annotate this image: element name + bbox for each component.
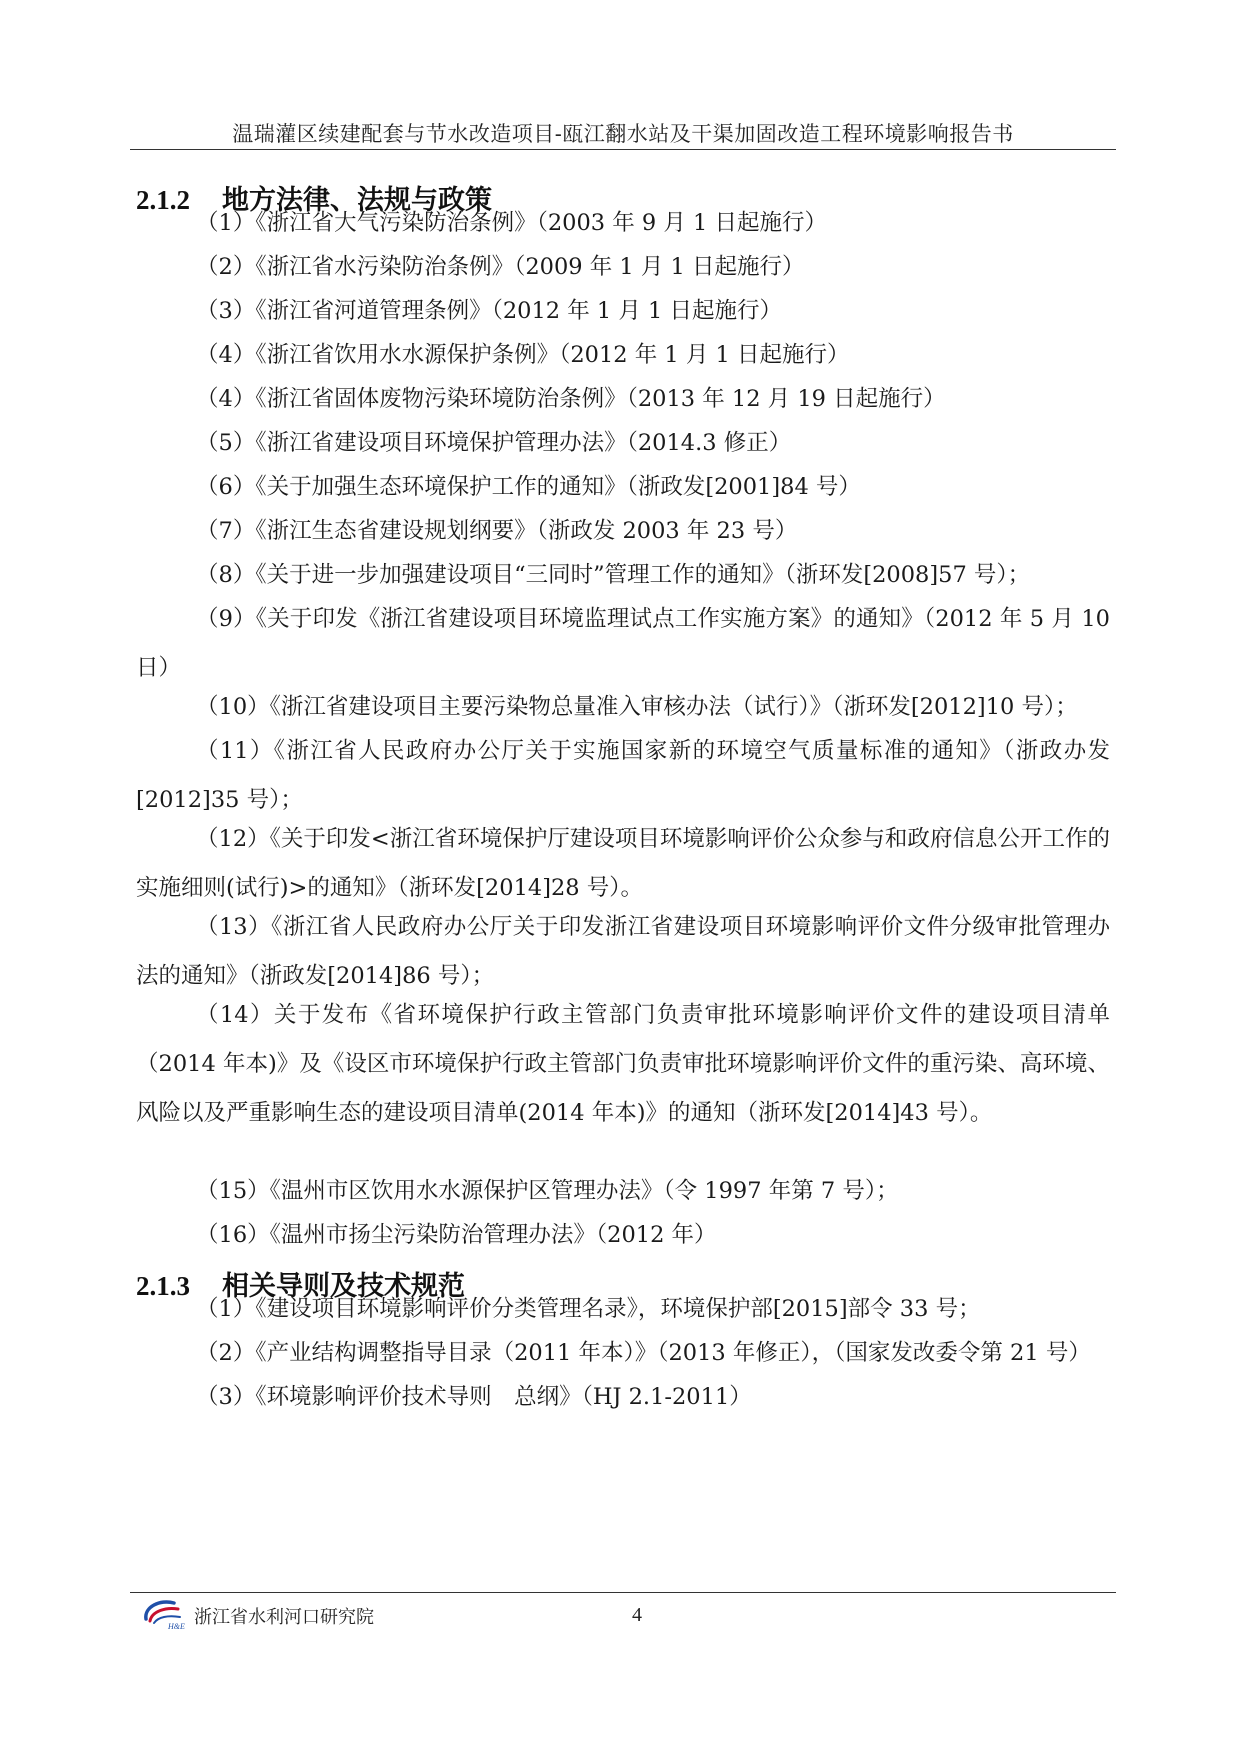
list-item: （3）《浙江省河道管理条例》（2012 年 1 月 1 日起施行） bbox=[196, 298, 782, 324]
list-item: （7）《浙江生态省建设规划纲要》（浙政发 2003 年 23 号） bbox=[196, 518, 798, 544]
section-title: 相关导则及技术规范 bbox=[222, 1271, 465, 1302]
list-item: （13）《浙江省人民政府办公厅关于印发浙江省建设项目环境影响评价文件分级审批管理办法的通知》（浙政发[2014]86 号）； bbox=[136, 914, 1110, 989]
footer-organization: 浙江省水利河口研究院 bbox=[194, 1607, 374, 1628]
list-item: （2）《产业结构调整指导目录（2011 年本）》（2013 年修正），（国家发改委令第 21 号） bbox=[196, 1340, 1091, 1366]
footer-divider bbox=[130, 1592, 1116, 1593]
page-number: 4 bbox=[632, 1604, 642, 1626]
list-item: （6）《关于加强生态环境保护工作的通知》（浙政发[2001]84 号） bbox=[196, 474, 861, 500]
logo-text: H&E bbox=[168, 1622, 185, 1631]
list-item: （11）《浙江省人民政府办公厅关于实施国家新的环境空气质量标准的通知》（浙政办发[2012]35 号）； bbox=[136, 738, 1110, 813]
list-item: （12）《关于印发<浙江省环境保护厅建设项目环境影响评价公众参与和政府信息公开工作的实施细则(试行)>的通知》（浙环发[2014]28 号）。 bbox=[136, 826, 1110, 901]
list-item: （4）《浙江省固体废物污染环境防治条例》（2013 年 12 月 19 日起施行） bbox=[196, 386, 946, 412]
list-item: （9）《关于印发《浙江省建设项目环境监理试点工作实施方案》的通知》（2012 年 5 月 10 日） bbox=[136, 606, 1110, 681]
list-item: （10）《浙江省建设项目主要污染物总量准入审核办法（试行）》（浙环发[2012]10 号）； bbox=[196, 694, 1078, 720]
institute-logo-icon bbox=[140, 1597, 188, 1631]
list-item: （1）《浙江省大气污染防治条例》（2003 年 9 月 1 日起施行） bbox=[196, 210, 827, 236]
list-item: （1）《建设项目环境影响评价分类管理名录》，环境保护部[2015]部令 33 号； bbox=[196, 1296, 981, 1322]
section-number: 2.1.2 bbox=[136, 185, 190, 215]
list-item: （2）《浙江省水污染防治条例》（2009 年 1 月 1 日起施行） bbox=[196, 254, 805, 280]
document-header-title: 温瑞灌区续建配套与节水改造项目-瓯江翻水站及干渠加固改造工程环境影响报告书 bbox=[232, 122, 1014, 146]
list-item: （16）《温州市扬尘污染防治管理办法》（2012 年） bbox=[196, 1222, 717, 1248]
header-divider bbox=[130, 149, 1116, 150]
list-item: （5）《浙江省建设项目环境保护管理办法》（2014.3 修正） bbox=[196, 430, 792, 456]
list-item: （8）《关于进一步加强建设项目“三同时”管理工作的通知》（浙环发[2008]57 号）； bbox=[196, 562, 1031, 588]
list-item: （14）关于发布《省环境保护行政主管部门负责审批环境影响评价文件的建设项目清单（2014 年本)》及《设区市环境保护行政主管部门负责审批环境影响评价文件的重污染、高环境、风险以及严重影响生态的建设项目清单(2014 年本)》的通知（浙环发[2014]43 号）。 bbox=[136, 1002, 1110, 1126]
list-item: （15）《温州市区饮用水水源保护区管理办法》（令 1997 年第 7 号）； bbox=[196, 1178, 899, 1204]
list-item: （4）《浙江省饮用水水源保护条例》（2012 年 1 月 1 日起施行） bbox=[196, 342, 850, 368]
section-title: 地方法律、法规与政策 bbox=[222, 185, 492, 216]
list-item: （3）《环境影响评价技术导则 总纲》（HJ 2.1-2011） bbox=[196, 1384, 752, 1410]
section-number: 2.1.3 bbox=[136, 1271, 190, 1301]
